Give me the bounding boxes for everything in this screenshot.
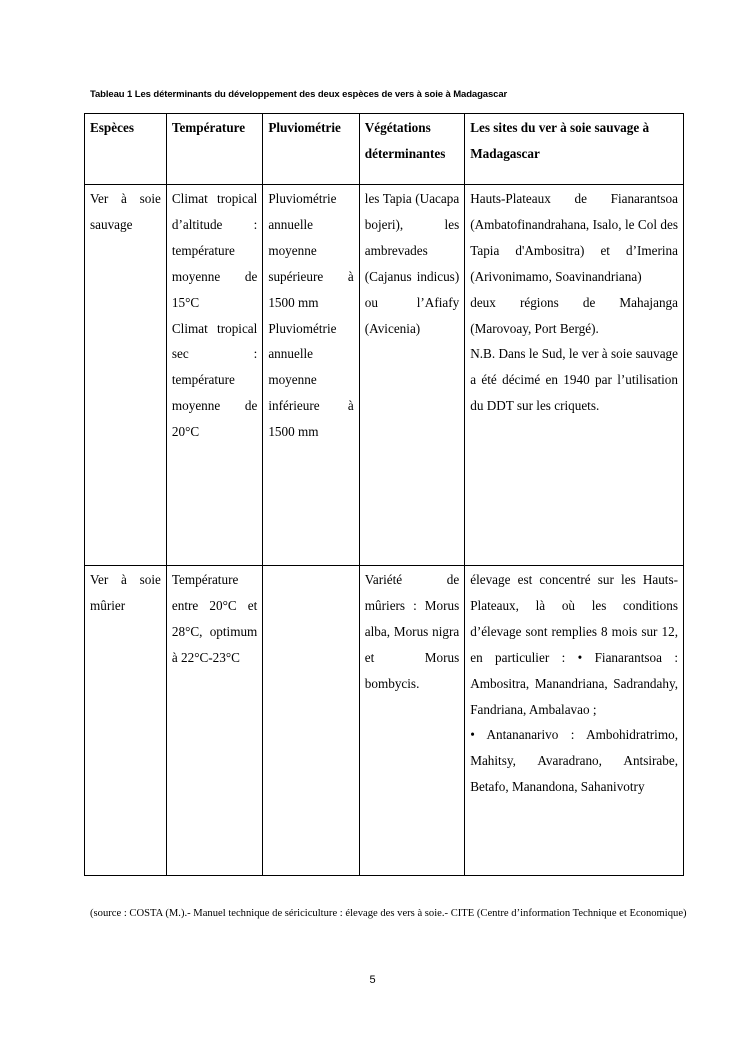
cell-temperature <box>166 185 262 566</box>
header-temperature: Température <box>166 114 262 185</box>
cell-sites <box>465 185 684 566</box>
header-vegetations: Végétations déterminantes <box>359 114 464 185</box>
cell-pluviometrie <box>263 566 359 876</box>
cell-vegetation: Variété de mûriers : Morus alba, Morus nigra et Morus bombycis. <box>359 566 464 876</box>
header-especes: Espèces <box>85 114 167 185</box>
source-note: (source : COSTA (M.).- Manuel technique de sériciculture : élevage des vers à soie.- CITE (Centre d’information Technique et Economique) <box>90 908 687 919</box>
cell-espece: Ver à soie mûrier <box>85 566 167 876</box>
pluviometrie-line: Pluviométrie annuelle moyenne supérieure à 1500 mm <box>268 191 354 310</box>
sites-paragraph: • Antananarivo : Ambohidratrimo, Mahitsy, Avaradrano, Antsirabe, Betafo, Manandona, Sahanivotry <box>470 727 678 795</box>
determinants-table <box>84 113 684 876</box>
sites-paragraph: N.B. Dans le Sud, le ver à soie sauvage a été décimé en 1940 par l’utilisation du DDT sur les criquets. <box>470 346 678 414</box>
temperature-line: Climat tropical sec : température moyenne de 20°C <box>171 320 258 440</box>
table-header-row <box>85 114 684 185</box>
sites-paragraph: Hauts-Plateaux de Fianarantsoa (Ambatofinandrahana, Isalo, le Col des Tapia d'Ambositra) et d’Imerina (Arivonimamo, Soavinandriana) <box>470 191 678 284</box>
table-caption: Tableau 1 Les déterminants du développement des deux espèces de vers à soie à Madagascar <box>90 89 508 100</box>
table-row-ver-sauvage <box>85 185 684 566</box>
sites-paragraph: élevage est concentré sur les Hauts-Plateaux, là où les conditions d’élevage sont remplies 8 mois sur 12, en particulier : • Fianarantsoa : Ambositra, Manandriana, Sadrandahy, Fandriana, Ambalavao ; <box>470 572 678 717</box>
temperature-line: Climat tropical d’altitude : température moyenne de 15°C <box>171 191 258 310</box>
cell-vegetation: les Tapia (Uacapa bojeri), les ambrevades (Cajanus indicus) ou l’Afiafy (Avicenia) <box>359 185 464 566</box>
pluviometrie-line: Pluviométrie annuelle moyenne inférieure à 1500 mm <box>268 320 354 440</box>
cell-pluviometrie <box>263 185 359 566</box>
page-number: 5 <box>369 974 376 986</box>
table-row-ver-murier <box>85 566 684 876</box>
header-sites: Les sites du ver à soie sauvage à Madagascar <box>465 114 684 185</box>
header-pluviometrie: Pluviométrie <box>263 114 359 185</box>
sites-paragraph: deux régions de Mahajanga (Marovoay, Port Bergé). <box>470 294 678 336</box>
cell-espece: Ver à soie sauvage <box>85 185 167 566</box>
temperature-line: Température entre 20°C et 28°C, optimum à 22°C-23°C <box>171 572 258 665</box>
cell-temperature <box>166 566 262 876</box>
cell-sites <box>465 566 684 876</box>
